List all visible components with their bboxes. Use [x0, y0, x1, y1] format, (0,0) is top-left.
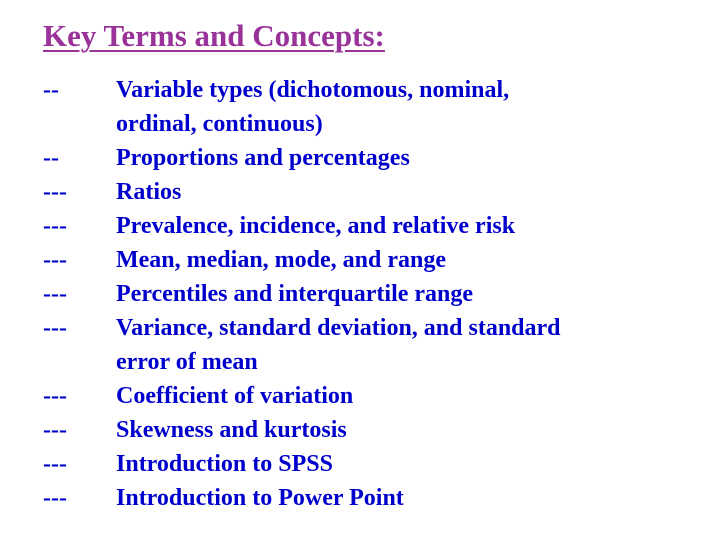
list-item [0, 73, 720, 141]
list-item [0, 379, 720, 413]
item-line: Prevalence, incidence, and relative risk [116, 213, 516, 239]
item-text [116, 209, 676, 243]
item-text [116, 243, 676, 277]
list-item [0, 209, 720, 243]
item-dash: --- [43, 451, 67, 477]
item-line: Percentiles and interquartile range [116, 281, 474, 307]
list-item [0, 175, 720, 209]
item-dash: --- [43, 179, 67, 205]
item-text [116, 141, 676, 175]
item-text [116, 175, 676, 209]
item-text [116, 277, 676, 311]
item-text [116, 447, 676, 481]
item-dash: --- [43, 417, 67, 443]
list-item [0, 413, 720, 447]
item-line: Mean, median, mode, and range [116, 247, 446, 273]
item-line: Proportions and percentages [116, 145, 410, 171]
item-dash: --- [43, 247, 67, 273]
item-line: Introduction to SPSS [116, 451, 333, 477]
item-line: Coefficient of variation [116, 383, 354, 409]
list-item [0, 481, 720, 515]
item-text [116, 311, 676, 379]
item-line: error of mean [116, 349, 258, 375]
slide-title: Key Terms and Concepts: [43, 18, 385, 53]
item-line: ordinal, continuous) [116, 111, 323, 137]
list-item [0, 277, 720, 311]
item-dash: -- [43, 77, 59, 103]
list-item [0, 141, 720, 175]
item-line: Introduction to Power Point [116, 485, 404, 511]
item-text [116, 379, 676, 413]
item-dash: -- [43, 145, 59, 171]
item-dash: --- [43, 213, 67, 239]
item-line: Variable types (dichotomous, nominal, [116, 77, 510, 103]
item-dash: --- [43, 281, 67, 307]
item-text [116, 73, 676, 141]
item-line: Skewness and kurtosis [116, 417, 347, 443]
item-dash: --- [43, 383, 67, 409]
item-text [116, 413, 676, 447]
list-item [0, 447, 720, 481]
item-text [116, 481, 676, 515]
item-line: Variance, standard deviation, and standard [116, 315, 561, 341]
list-item [0, 243, 720, 277]
list-item [0, 311, 720, 379]
item-dash: --- [43, 485, 67, 511]
item-dash: --- [43, 315, 67, 341]
item-line: Ratios [116, 179, 182, 205]
